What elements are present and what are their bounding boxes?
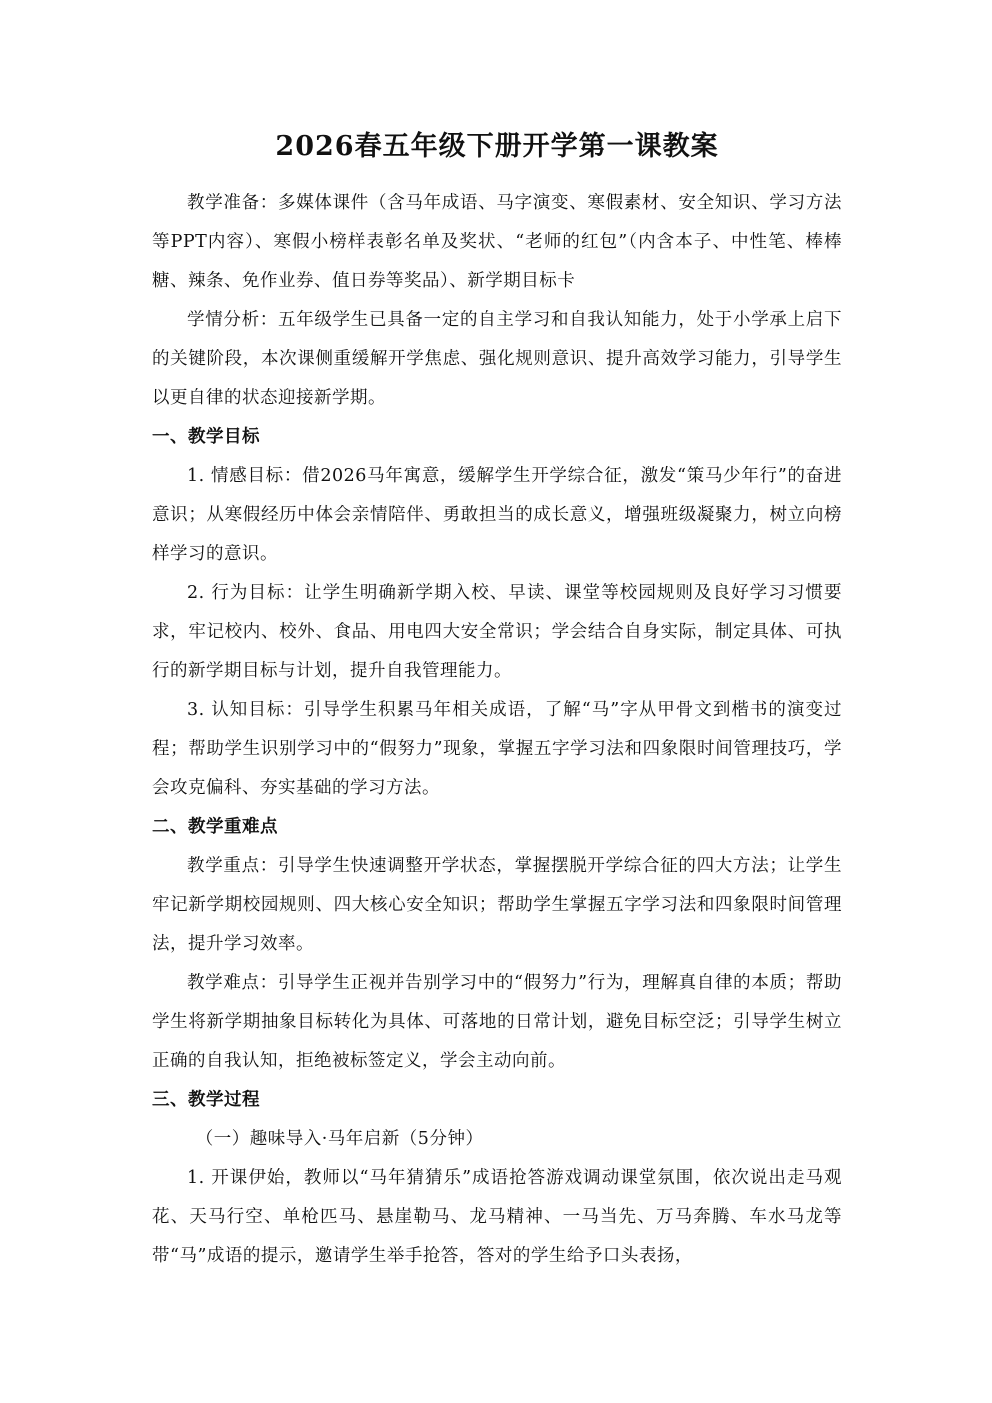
- student-analysis: 学情分析：五年级学生已具备一定的自主学习和自我认知能力，处于小学承上启下的关键阶段，本次课侧重缓解开学焦虑、强化规则意识、提升高效学习能力，引导学生以更自律的状态迎接新学期。: [152, 310, 842, 408]
- section-heading-objectives: 一、教学目标: [152, 427, 260, 447]
- process-step-heading: （一）趣味导入·马年启新（5分钟）: [195, 1129, 484, 1149]
- difficult-points: 教学难点：引导学生正视并告别学习中的“假努力”行为，理解真自律的本质；帮助学生将新学期抽象目标转化为具体、可落地的日常计划，避免目标空泛；引导学生树立正确的自我认知，拒绝被标签定义，学会主动向前。: [152, 973, 842, 1071]
- section-heading-key-points: 二、教学重难点: [152, 817, 278, 837]
- teaching-preparation: 教学准备：多媒体课件（含马年成语、马字演变、寒假素材、安全知识、学习方法等PPT内容）、寒假小榜样表彰名单及奖状、“老师的红包”（内含本子、中性笔、棒棒糖、辣条、免作业券、值日券等奖品）、新学期目标卡: [152, 193, 842, 291]
- process-step-1: 1. 开课伊始，教师以“马年猜猜乐”成语抢答游戏调动课堂氛围，依次说出走马观花、天马行空、单枪匹马、悬崖勒马、龙马精神、一马当先、万马奔腾、车水马龙等带“马”成语的提示，邀请学生举手抢答，答对的学生给予口头表扬，: [152, 1168, 842, 1266]
- objective-cognitive: 3. 认知目标：引导学生积累马年相关成语，了解“马”字从甲骨文到楷书的演变过程；帮助学生识别学习中的“假努力”现象，掌握五字学习法和四象限时间管理技巧，学会攻克偏科、夯实基础的学习方法。: [152, 700, 842, 798]
- key-points: 教学重点：引导学生快速调整开学状态，掌握摆脱开学综合征的四大方法；让学生牢记新学期校园规则、四大核心安全知识；帮助学生掌握五字学习法和四象限时间管理法，提升学习效率。: [152, 856, 842, 954]
- objective-emotional: 1. 情感目标：借2026马年寓意，缓解学生开学综合征，激发“策马少年行”的奋进意识；从寒假经历中体会亲情陪伴、勇敢担当的成长意义，增强班级凝聚力，树立向榜样学习的意识。: [152, 466, 842, 564]
- section-heading-process: 三、教学过程: [152, 1090, 260, 1110]
- document-title: 2026春五年级下册开学第一课教案: [275, 131, 719, 162]
- document-page: [152, 118, 842, 1276]
- objective-behavioral: 2. 行为目标：让学生明确新学期入校、早读、课堂等校园规则及良好学习习惯要求，牢记校内、校外、食品、用电四大安全常识；学会结合自身实际，制定具体、可执行的新学期目标与计划，提升自我管理能力。: [152, 583, 842, 681]
